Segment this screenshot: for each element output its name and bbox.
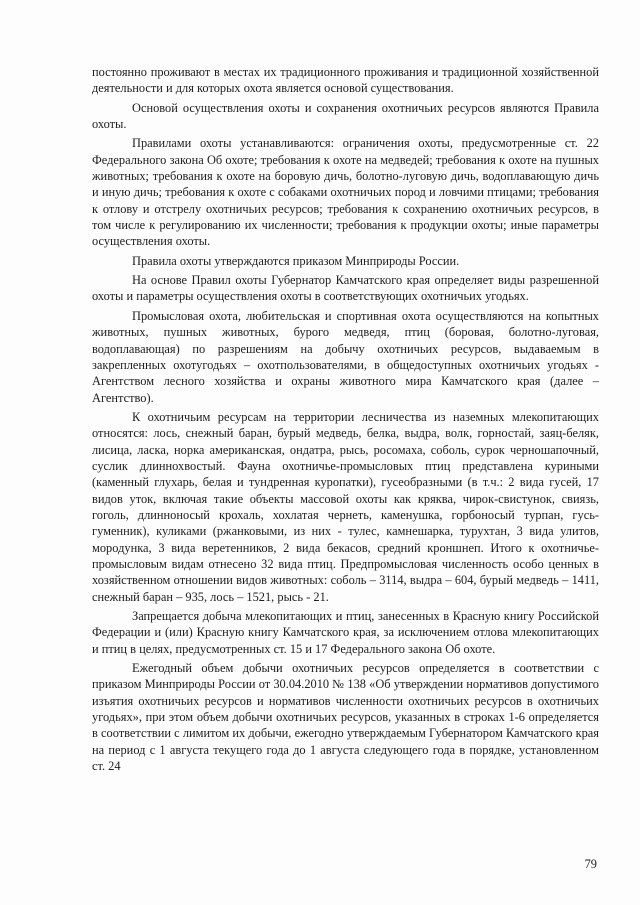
paragraph-rules-approval: Правила охоты утверждаются приказом Минприроды России. [132, 253, 460, 268]
document-body [92, 64, 599, 774]
paragraph-prohibition: Запрещается добыча млекопитающих и птиц, занесенных в Красную книгу Российской Федерации и (или) Красную книгу Камчатского края, за исключением отлова млекопитающих и птиц в целях, предусмотренных ст. 15 и 17 Федерального закона Об охоте. [92, 609, 599, 656]
paragraph-continuation: постоянно проживают в местах их традиционного проживания и традиционной хозяйственной деятельности и для которых охота является основой существования. [92, 65, 599, 96]
paragraph-hunting-basis: Основой осуществления охоты и сохранения охотничьих ресурсов являются Правила охоты. [92, 100, 599, 132]
paragraph-hunting-types: Промысловая охота, любительская и спортивная охота осуществляются на копытных животных, пушных животных, бурого медведя, птиц (боровая, болотно-луговая, водоплавающая) по разрешениям на добычу охотничьих ресурсов, выдаваемым в закрепленных охотугодьях – охотпользователями, в общедоступных охотничьих угодьях - Агентством лесного хозяйства и охраны животного мира Камчатского края (далее – Агентство). [92, 308, 599, 405]
paragraph-hunting-rules: Правилами охоты устанавливаются: ограничения охоты, предусмотренные ст. 22 Федерального закона Об охоте; требования к охоте на медведей; требования к охоте на пушных животных; требования к охоте на боровую дичь, болотно-луговую дичь, водоплавающую дичь и иную дичь; требования к охоте с собаками охотничьих пород и ловчими птицами; требования к отлову и отстрелу охотничьих ресурсов; требования к сохранению охотничьих ресурсов, в том числе к регулированию их численности; требования к продукции охоты; иные параметры осуществления охоты. [92, 136, 599, 249]
paragraph-governor-decision: На основе Правил охоты Губернатор Камчатского края определяет виды разрешенной охоты и параметры осуществления охоты в соответствующих охотничьих угодьях. [92, 273, 599, 304]
page-number: 79 [584, 857, 597, 871]
paragraph-annual-volume: Ежегодный объем добычи охотничьих ресурсов определяется в соответствии с приказом Минприроды России от 30.04.2010 № 138 «Об утверждении нормативов допустимого изъятия охотничьих ресурсов и нормативов численности охотничьих ресурсов в охотничьих угодьях», при этом объем добычи охотничьих ресурсов, указанных в строках 1-6 определяется в соответствии с лимитом их добычи, ежегодно утверждаемым Губернатором Камчатского края на период с 1 августа текущего года до 1 августа следующего года в порядке, установленном ст. 24 [92, 661, 599, 774]
paragraph-fauna: К охотничьим ресурсам на территории лесничества из наземных млекопитающих относятся: лось, снежный баран, бурый медведь, белка, выдра, волк, горностай, заяц-беляк, лисица, ласка, норка американская, ондатра, рысь, росомаха, соболь, сурок черношапочный, суслик длиннохвостый. Фауна охотничье-промысловых птиц представлена куриными (каменный глухарь, белая и тундренная куропатки), гусеобразными (в т.ч.: 2 вида гусей, 17 видов уток, включая такие объекты массовой охоты как кряква, чирок-свистунок, свиязь, гоголь, длинноносый крохаль, хохлатая чернеть, каменушка, горбоносый турпан, гусь-гуменник), куликами (ржанковыми, из них - тулес, камнешарка, турухтан, 3 вида улитов, мородунка, 3 вида веретенников, 2 вида бекасов, средний кроншнеп. Итого к охотничье-промысловым видам отнесено 32 вида птиц. Предпромысловая численность особо ценных в хозяйственном отношении видов животных: соболь – 3114, выдра – 604, бурый медведь – 1411, снежный баран – 935, лось – 1521, рысь - 21. [92, 409, 599, 604]
